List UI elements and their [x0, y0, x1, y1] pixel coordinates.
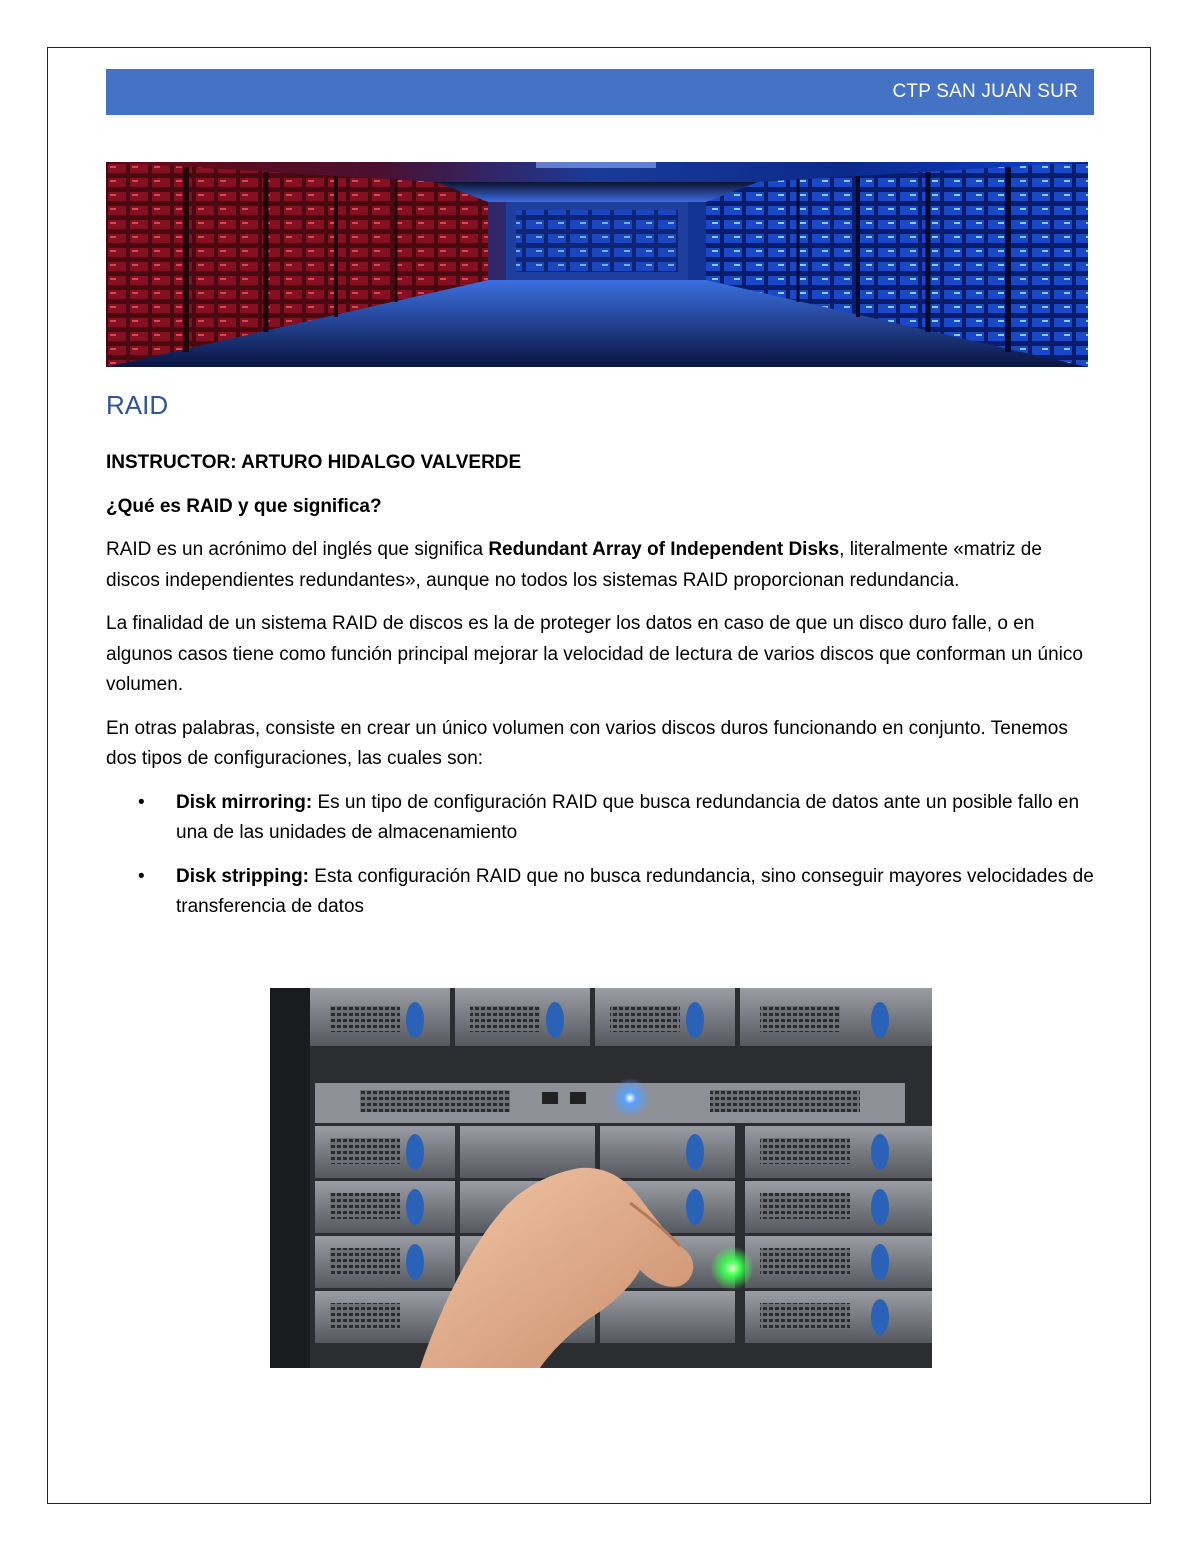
- server-rack-photo: [270, 988, 932, 1368]
- paragraph-raid-configurations: En otras palabras, consiste en crear un único volumen con varios discos duros funcionando en conjunto. Tenemos dos tipos de configuraciones, las cuales son:: [106, 717, 1068, 769]
- document-body: [106, 448, 1096, 936]
- list-item-disk-stripping: [106, 862, 1096, 923]
- bullet-icon: •: [138, 865, 145, 887]
- paragraph-raid-definition: [106, 535, 1096, 596]
- para1-bold-term: Redundant Array of Independent Disks: [488, 539, 840, 560]
- question-heading: ¿Qué es RAID y que significa?: [106, 495, 382, 517]
- para1-text-before: RAID es un acrónimo del inglés que significa: [106, 539, 489, 560]
- instructor-line: INSTRUCTOR: ARTURO HIDALGO VALVERDE: [106, 452, 522, 473]
- server-room-banner-image: [106, 162, 1088, 367]
- document-title: RAID: [106, 390, 169, 420]
- list-item-term: Disk stripping:: [176, 865, 310, 887]
- configuration-list: [106, 788, 1096, 923]
- para1-text-after: , literalmente «matriz de discos independientes redundantes», aunque no todos los sistemas RAID proporcionan redundancia.: [106, 539, 1042, 591]
- header-bar: [106, 69, 1094, 115]
- header-org-name: CTP SAN JUAN SUR: [892, 81, 1078, 102]
- paragraph-raid-purpose: La finalidad de un sistema RAID de discos es la de proteger los datos en caso de que un disco duro falle, o en algunos casos tiene como función principal mejorar la velocidad de lectura de varios discos que conforman un único volumen.: [106, 613, 1083, 695]
- list-item-disk-mirroring: [106, 788, 1096, 849]
- list-item-text: Es un tipo de configuración RAID que busca redundancia de datos ante un posible fallo en una de las unidades de almacenamiento: [176, 791, 1080, 843]
- list-item-text: Esta configuración RAID que no busca redundancia, sino conseguir mayores velocidades de transferencia de datos: [176, 865, 1094, 917]
- bullet-icon: •: [138, 791, 145, 813]
- list-item-term: Disk mirroring:: [176, 791, 313, 813]
